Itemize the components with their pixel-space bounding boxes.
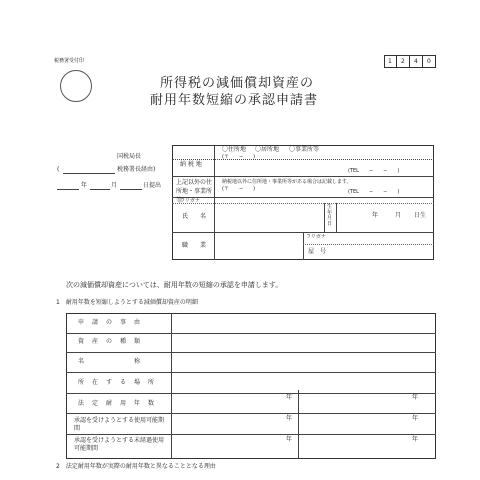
section2-heading: 2 法定耐用年数が実際の耐用年数と異なることとなる理由 — [56, 463, 216, 470]
occupation-label: 職 業 — [182, 242, 207, 249]
trade-name-label: 屋 号 — [308, 248, 327, 255]
asset-name-input[interactable] — [176, 356, 431, 368]
form-number-digit: 2 — [401, 58, 405, 65]
occupation-input[interactable] — [220, 240, 298, 252]
table-row-label: 所 在 す る 場 所 — [78, 379, 156, 386]
name-input[interactable] — [220, 209, 320, 221]
table-row-label: 資 産 の 種 類 — [78, 338, 142, 345]
year-unit: 年 — [412, 415, 419, 422]
section1-heading: 1 耐用年数を短縮しようとする減価償却資産の明細 — [56, 299, 198, 306]
trade-furigana-label: フリガナ — [306, 234, 326, 240]
date-day: 日提出 — [143, 182, 162, 189]
form-number-digit: 4 — [414, 58, 418, 65]
address-label: 納 税 地 — [180, 161, 202, 168]
form-number-digit: 1 — [388, 58, 392, 65]
tax-office-label: 税務署長経由) — [117, 166, 156, 173]
address-tel: (TEL − − ) — [348, 168, 400, 174]
stamp-circle — [60, 70, 92, 102]
birth-year: 年 — [372, 212, 379, 219]
year-unit: 年 — [286, 436, 293, 443]
tax-office-paren: ( — [57, 166, 60, 173]
name-label: 氏 名 — [182, 213, 207, 220]
document-title-line1: 所得税の減価償却資産の — [160, 76, 315, 91]
year-unit: 年 — [412, 436, 419, 443]
year-unit: 年 — [286, 394, 293, 401]
table-row-label: 承認を受けようとする未経過使用可能期間 — [74, 437, 165, 452]
other-address-tel: (TEL − − ) — [348, 189, 400, 195]
asset-location-input[interactable] — [176, 376, 431, 388]
asset-type-input[interactable] — [176, 337, 431, 349]
tax-chief-label: 国税局長 — [117, 153, 142, 160]
table-row-label: 名 称 — [78, 358, 142, 365]
address-input[interactable] — [220, 161, 340, 170]
intro-text: 次の減価償却資産については、耐用年数の短縮の承認を申請します。 — [66, 281, 283, 289]
address-option-domicile[interactable]: 〇居所地 — [255, 146, 280, 153]
other-address-postal: (〒 − ) — [222, 186, 256, 192]
year-unit: 年 — [412, 394, 419, 401]
birth-day: 日生 — [414, 212, 427, 219]
date-year: 年 — [81, 182, 88, 189]
year-unit: 年 — [286, 415, 293, 422]
birth-month: 月 — [395, 212, 402, 219]
address-option-business[interactable]: 〇事業所等 — [289, 146, 320, 153]
birth-date-label: 生年月日 — [327, 204, 333, 227]
form-number-digit: 0 — [427, 58, 431, 65]
other-address-label: 上記以外の住所地・事業所等 — [176, 179, 213, 204]
table-row-label: 申 請 の 事 由 — [78, 319, 142, 326]
office-stamp-label: 税務署受付印 — [54, 58, 85, 64]
address-postal: (〒 − ) — [222, 154, 256, 160]
application-reason-input[interactable] — [176, 317, 431, 329]
table-row-label: 承認を受けようとする使用可能期間 — [74, 417, 165, 432]
address-option-residence[interactable]: 〇住所地 — [222, 146, 247, 153]
other-address-note: 納税地以外に住所地・事業所等がある場合は記載します。 — [222, 179, 352, 185]
form-number-boxes — [384, 55, 436, 68]
document-title-line2: 耐用年数短縮の承認申請書 — [150, 93, 319, 108]
furigana-label: フリガナ — [180, 198, 200, 204]
table-row-label: 法 定 耐 用 年 数 — [78, 400, 156, 407]
date-month: 月 — [111, 182, 118, 189]
